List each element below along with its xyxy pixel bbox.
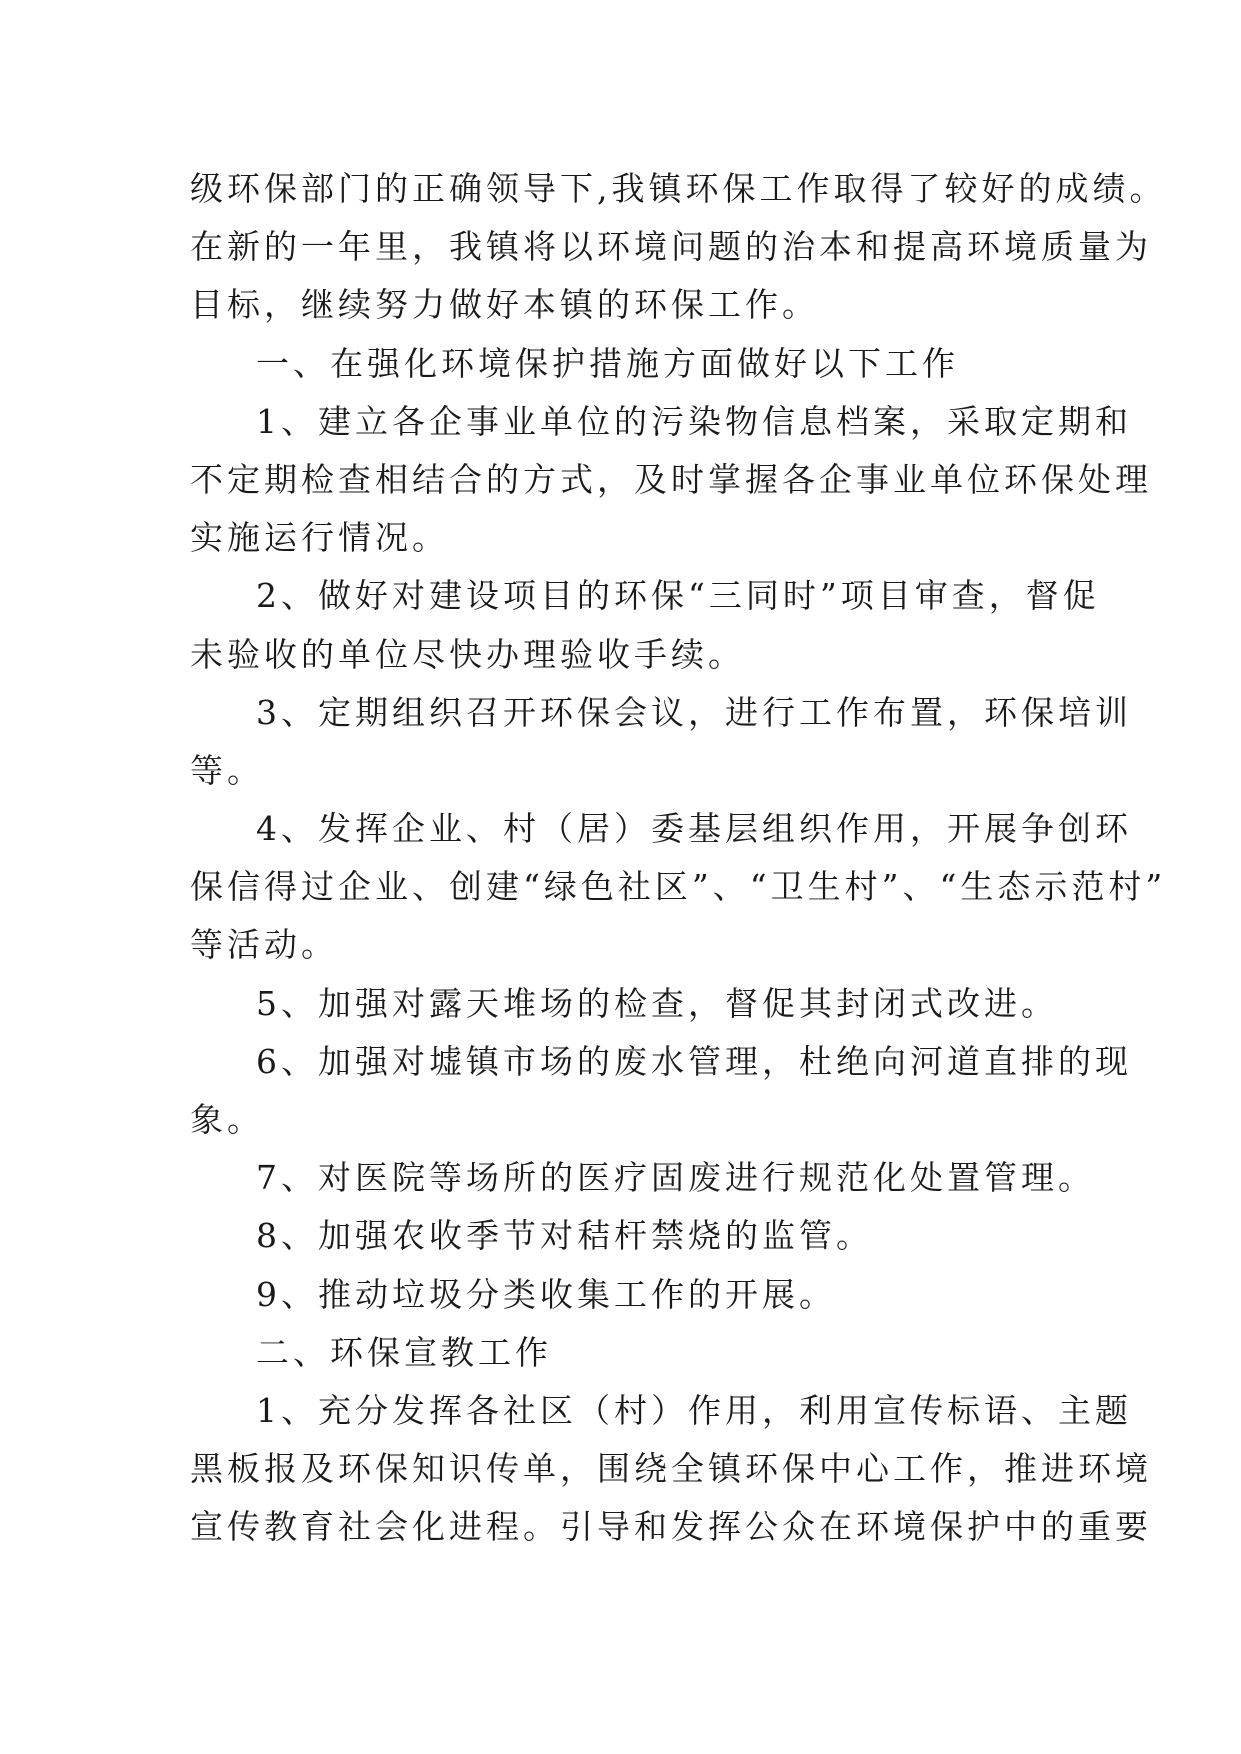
text-line: 7、对医院等场所的医疗固废进行规范化处置管理。 [256,1158,1095,1198]
text-line: 保信得过企业、创建“绿色社区”、“卫生村”、“生态示范村” [190,867,1167,907]
text-line: 级环保部门的正确领导下,我镇环保工作取得了较好的成绩。 [190,169,1167,208]
text-line: 二、环保宣教工作 [256,1332,552,1372]
document-body [190,160,1167,1557]
text-line: 一、在强化环境保护措施方面做好以下工作 [256,343,959,383]
text-line: 8、加强农收季节对秸杆禁烧的监管。 [256,1216,873,1256]
text-line: 2、做好对建设项目的环保“三同时”项目审查，督促 [256,576,1100,616]
text-line: 实施运行情况。 [190,518,449,558]
text-line: 3、定期组织召开环保会议，进行工作布置，环保培训 [256,692,1132,732]
text-line: 等。 [190,750,264,790]
text-line: 黑板报及环保知识传单，围绕全镇环保中心工作，推进环境 [190,1449,1152,1489]
text-line: 1、建立各企事业单位的污染物信息档案，采取定期和 [256,401,1132,441]
text-line: 不定期检查相结合的方式，及时掌握各企事业单位环保处理 [190,459,1152,499]
text-line: 4、发挥企业、村（居）委基层组织作用，开展争创环 [256,809,1132,849]
text-line: 象。 [190,1100,264,1139]
text-line: 等活动。 [190,925,338,965]
text-line: 1、充分发挥各社区（村）作用，利用宣传标语、主题 [256,1390,1132,1430]
text-line: 9、推动垃圾分类收集工作的开展。 [256,1274,836,1314]
text-line: 在新的一年里，我镇将以环境问题的治本和提高环境质量为 [190,227,1152,267]
text-line: 目标，继续努力做好本镇的环保工作。 [190,285,819,325]
text-line: 5、加强对露天堆场的检查，督促其封闭式改进。 [256,983,1058,1023]
text-line: 未验收的单位尽快办理验收手续。 [190,634,745,674]
text-line: 6、加强对墟镇市场的废水管理，杜绝向河道直排的现 [256,1041,1132,1081]
text-line: 宣传教育社会化进程。引导和发挥公众在环境保护中的重要 [190,1507,1152,1547]
